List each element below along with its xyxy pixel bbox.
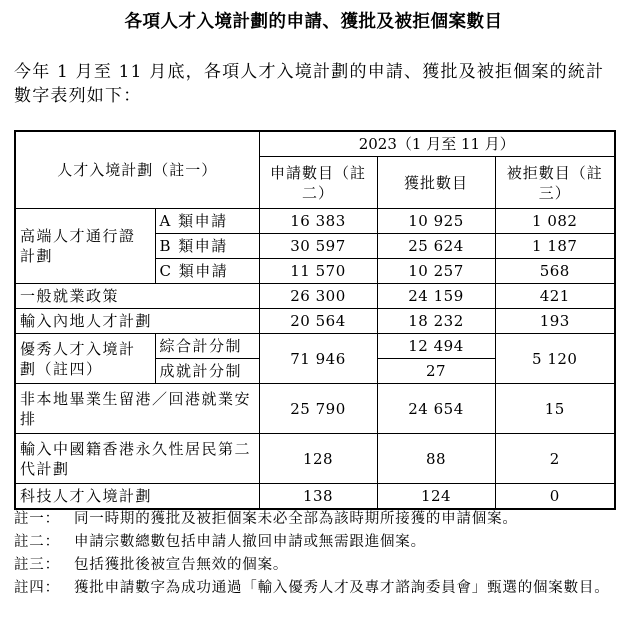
scheme-name: 一般就業政策	[15, 284, 259, 309]
note-item	[14, 577, 620, 600]
approved-header: 獲批數目	[377, 157, 495, 209]
applied-header: 申請數目（註二）	[259, 157, 377, 209]
note-text: 同一時期的獲批及被拒個案未必全部為該時期所接獲的申請個案。	[74, 511, 518, 527]
refused-header: 被拒數目（註三）	[495, 157, 615, 209]
table-row	[15, 284, 615, 309]
scheme-name: 高端人才通行證計劃	[15, 209, 155, 284]
approved-value: 25 624	[377, 234, 495, 259]
note-item	[14, 531, 620, 554]
note-label: 註四：	[14, 580, 60, 596]
scheme-header: 人才入境計劃（註一）	[15, 131, 259, 209]
applied-value: 25 790	[259, 384, 377, 434]
note-item	[14, 508, 620, 531]
table-row	[15, 334, 615, 359]
refused-value: 193	[495, 309, 615, 334]
category-label: C 類申請	[155, 259, 259, 284]
note-label: 註二：	[14, 534, 60, 550]
statistics-table	[14, 130, 616, 510]
refused-value: 5 120	[495, 334, 615, 384]
table-row	[15, 209, 615, 234]
note-label: 註三：	[14, 557, 60, 573]
refused-value: 15	[495, 384, 615, 434]
scheme-name: 優秀人才入境計劃（註四）	[15, 334, 155, 384]
applied-value: 26 300	[259, 284, 377, 309]
note-text: 包括獲批後被宣告無效的個案。	[74, 557, 289, 573]
period-header: 2023（1 月至 11 月）	[259, 131, 615, 157]
note-text: 申請宗數總數包括申請人撤回申請或無需跟進個案。	[74, 534, 426, 550]
refused-value: 1 187	[495, 234, 615, 259]
table-row	[15, 484, 615, 510]
applied-value: 30 597	[259, 234, 377, 259]
scheme-name: 輸入內地人才計劃	[15, 309, 259, 334]
applied-value: 71 946	[259, 334, 377, 384]
refused-value: 568	[495, 259, 615, 284]
notes-section	[14, 508, 620, 600]
scheme-name: 輸入中國籍香港永久性居民第二代計劃	[15, 434, 259, 484]
category-label: 成就計分制	[155, 359, 259, 384]
category-label: A 類申請	[155, 209, 259, 234]
intro-paragraph: 今年 1 月至 11 月底，各項人才入境計劃的申請、獲批及被拒個案的統計數字表列如下：	[14, 62, 605, 106]
approved-value: 10 925	[377, 209, 495, 234]
scheme-name: 非本地畢業生留港／回港就業安排	[15, 384, 259, 434]
approved-value: 10 257	[377, 259, 495, 284]
table-row	[15, 309, 615, 334]
applied-value: 20 564	[259, 309, 377, 334]
refused-value: 2	[495, 434, 615, 484]
refused-value: 1 082	[495, 209, 615, 234]
refused-value: 0	[495, 484, 615, 510]
page-title: 各項人才入境計劃的申請、獲批及被拒個案數目	[124, 12, 503, 32]
applied-value: 128	[259, 434, 377, 484]
approved-value: 24 159	[377, 284, 495, 309]
approved-value: 12 494	[377, 334, 495, 359]
table-row	[15, 384, 615, 434]
note-text: 獲批申請數字為成功通過「輸入優秀人才及專才諮詢委員會」甄選的個案數目。	[74, 580, 610, 596]
category-label: B 類申請	[155, 234, 259, 259]
refused-value: 421	[495, 284, 615, 309]
applied-value: 11 570	[259, 259, 377, 284]
table-row	[15, 434, 615, 484]
scheme-name: 科技人才入境計劃	[15, 484, 259, 510]
approved-value: 124	[377, 484, 495, 510]
approved-value: 18 232	[377, 309, 495, 334]
applied-value: 138	[259, 484, 377, 510]
approved-value: 88	[377, 434, 495, 484]
applied-value: 16 383	[259, 209, 377, 234]
approved-value: 27	[377, 359, 495, 384]
approved-value: 24 654	[377, 384, 495, 434]
note-label: 註一：	[14, 511, 60, 527]
note-item	[14, 554, 620, 577]
category-label: 綜合計分制	[155, 334, 259, 359]
